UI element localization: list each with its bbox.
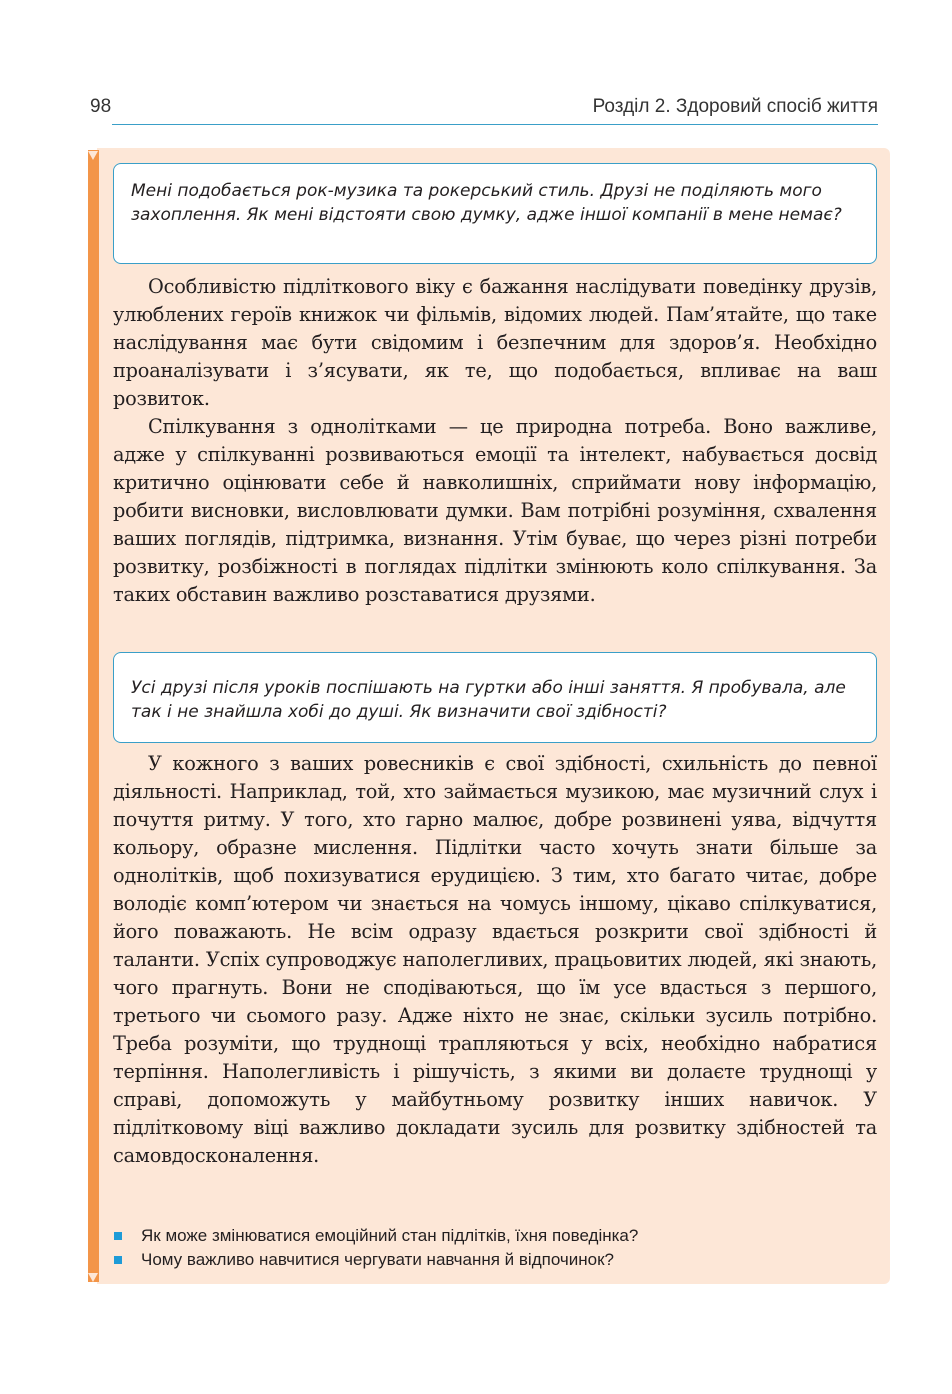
- review-question: Як може змінюватися емоційний стан підлітків, їхня поведінка?: [113, 1224, 877, 1248]
- side-accent-bar: [88, 150, 99, 1282]
- review-question: Чому важливо навчитися чергувати навчання й відпочинок?: [113, 1248, 877, 1272]
- running-section-title: Розділ 2. Здоровий спосіб життя: [592, 96, 878, 117]
- paragraph: Особливістю підліткового віку є бажання наслідувати поведінку друзів, улюблених героїв книжок чи фільмів, відомих людей. Пам’ятайте, що таке наслідування має бути свідомим і безпечним для здоров’я. Необхідно проаналізувати і з’ясувати, як те, що подобається, впливає на ваш розвиток.: [113, 275, 877, 410]
- question-box-2: [113, 652, 877, 743]
- paragraph: Спілкування з однолітками — це природна потреба. Воно важливе, адже у спілкуванні розвиваються емоції та інтелект, набувається досвід критично оцінювати себе й навколишніх, сприймати нову інформацію, робити висновки, висловлювати думки. Вам потрібні розуміння, схвалення ваших поглядів, підтримка, визнання. Утім буває, що через різні потреби розвитку, розбіжності в поглядах підлітки змінюють коло спілкування. За таких обставин важливо розставатися друзями.: [113, 415, 877, 606]
- page-header: [90, 94, 878, 125]
- question-text-2: Усі друзі після уроків поспішають на гуртки або інші заняття. Я пробувала, але так і не знайшла хобі до душі. Як визначити свої здібності?: [131, 678, 846, 722]
- section-2-text: [113, 750, 877, 1170]
- review-questions-list: [113, 1224, 877, 1272]
- accent-bar-bottom-triangle-icon: [88, 1273, 98, 1282]
- section-1-text: [113, 273, 877, 609]
- accent-bar-top-triangle-icon: [88, 151, 98, 160]
- paragraph: У кожного з ваших ровесників є свої здібності, схильність до певної діяльності. Наприклад, той, хто займається музикою, має музичний слух і почуття ритму. У того, хто гарно малює, добре розвинені уява, відчуття кольору, образне мислення. Підлітки часто хочуть знати більше за однолітків, щоб похизуватися ерудицією. З тим, хто багато читає, добре володіє комп’ютером чи знається на чомусь іншому, цікаво спілкуватися, його поважають. Не всім одразу вдається розкрити свої здібності й таланти. Успіх супроводжує наполегливих, працьовитих людей, які знають, чого прагнуть. Вони не сподіваються, що їм усе вдасться з першого, третього чи сьомого разу. Адже ніхто не знає, скільки зусиль потрібно. Треба розуміти, що труднощі трапляються у всіх, необхідно набратися терпіння. Наполегливість і рішучість, з якими ви долаєте труднощі у справі, допоможуть у майбутньому розвитку інших навичок. У підлітковому віці важливо докладати зусиль для розвитку здібностей та самовдосконалення.: [113, 752, 877, 1167]
- page-number: 98: [90, 96, 112, 117]
- question-text-1: Мені подобається рок-музика та рокерський стиль. Друзі не поділяють мого захоплення. Як мені відстояти свою думку, адже іншої компанії в мене немає?: [131, 181, 842, 225]
- question-box-1: [113, 163, 877, 264]
